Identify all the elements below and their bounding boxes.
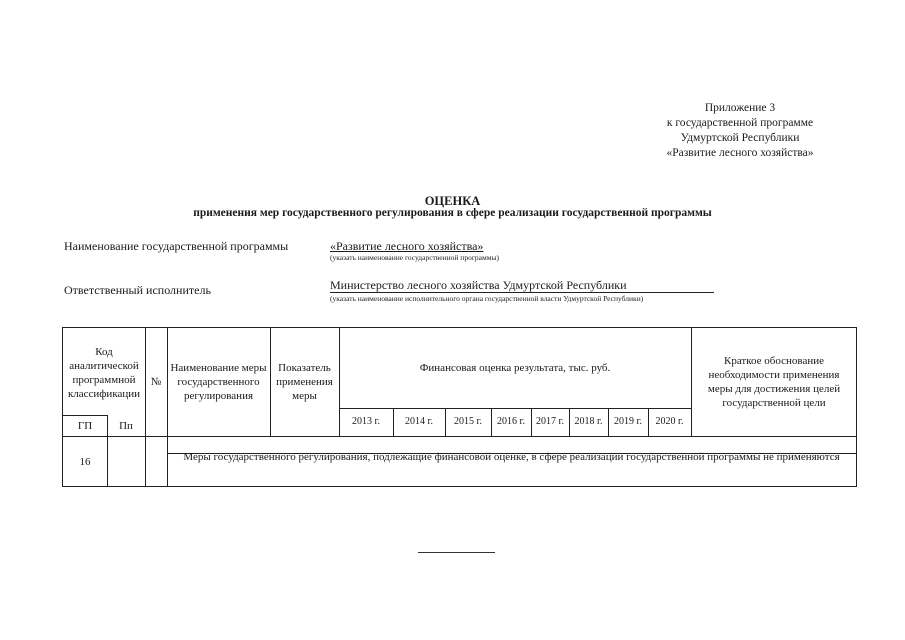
year-2018: 2018 г. (574, 416, 603, 427)
header-indicator: Показатель применения меры (276, 362, 333, 402)
year-2019: 2019 г. (614, 416, 642, 427)
row-pp (107, 439, 145, 485)
header-pp: Пп (119, 419, 133, 432)
document-subtitle: применения мер государственного регулирования в сфере реализации государственной программы (193, 207, 712, 219)
appendix-block (620, 101, 860, 161)
executor-hint: (указать наименование исполнительного органа государственной власти Удмуртской Республики) (330, 294, 644, 303)
appendix-line-2: к государственной программе (666, 117, 814, 129)
header-justification: Краткое обоснование необходимости применения меры для достижения целей государственной цели (707, 355, 841, 409)
year-2016: 2016 г. (497, 416, 525, 427)
year-2013: 2013 г. (352, 416, 380, 427)
row-gp: 16 (79, 456, 91, 468)
document-title: ОЦЕНКА (424, 194, 481, 208)
row-number (145, 439, 167, 485)
footer-divider (418, 552, 495, 553)
year-2015: 2015 г. (454, 416, 482, 427)
row-notice: Меры государственного регулирования, подлежащие финансовой оценке, в сфере реализации государственной программы не применяются (183, 450, 840, 463)
program-label: Наименование государственной программы (64, 239, 289, 253)
measures-table (62, 327, 857, 487)
header-measure-name: Наименование меры государственного регулирования (170, 362, 267, 402)
grid-line (63, 436, 856, 437)
appendix-line-1: Приложение 3 (704, 102, 776, 114)
appendix-line-3: Удмуртской Республики (680, 132, 800, 144)
year-2017: 2017 г. (536, 416, 564, 427)
executor-label: Ответственный исполнитель (64, 283, 211, 297)
grid-line (691, 328, 692, 436)
header-number: № (150, 376, 162, 388)
year-2014: 2014 г. (405, 416, 433, 427)
header-financial: Финансовая оценка результата, тыс. руб. (419, 362, 611, 374)
header-code: Код аналитической программной классификации (67, 346, 141, 400)
appendix-line-4: «Развитие лесного хозяйства» (666, 147, 814, 159)
executor-value: Министерство лесного хозяйства Удмуртской Республики (330, 279, 714, 293)
year-2020: 2020 г. (655, 416, 684, 427)
program-value: «Развитие лесного хозяйства» (330, 239, 484, 253)
header-gp: ГП (77, 419, 93, 432)
program-hint: (указать наименование государственной программы) (330, 253, 499, 262)
